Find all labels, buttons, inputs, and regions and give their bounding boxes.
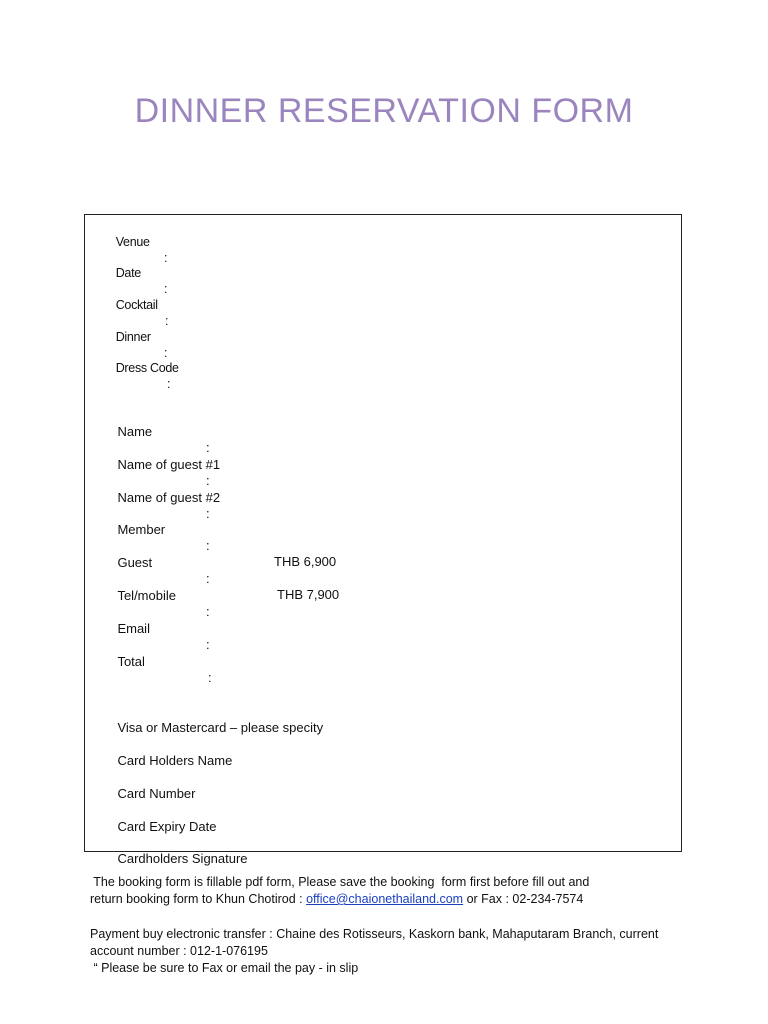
tel-label: Tel/mobile xyxy=(117,588,176,603)
booking-note xyxy=(90,874,690,908)
guest1-label: Name of guest #1 xyxy=(117,457,221,472)
email-colon: : xyxy=(206,637,210,652)
booking-note-prefix: return booking form to Khun Chotirod : xyxy=(90,892,307,906)
page-title: DINNER RESERVATION FORM xyxy=(134,92,634,130)
member-price: THB 6,900 xyxy=(274,554,337,569)
card-number-label: Card Number xyxy=(117,786,196,801)
name-label: Name xyxy=(117,424,153,439)
reservation-form-box xyxy=(84,214,682,866)
date-label: Date xyxy=(115,266,141,280)
fax-text: or Fax : 02-234-7574 xyxy=(463,892,584,906)
booking-note-line2 xyxy=(90,891,690,908)
guest2-colon: : xyxy=(206,506,210,521)
guest1-colon: : xyxy=(206,473,210,488)
dress-code-colon: : xyxy=(167,377,171,391)
dinner-label: Dinner xyxy=(115,330,151,344)
tel-colon: : xyxy=(206,604,210,619)
venue-colon: : xyxy=(164,251,168,265)
guest-price: THB 7,900 xyxy=(277,587,340,602)
card-type-label: Visa or Mastercard – please specity xyxy=(117,720,324,735)
booking-note-line1: The booking form is fillable pdf form, Please save the booking form first before fill out and xyxy=(90,875,590,889)
total-label: Total xyxy=(117,654,145,669)
cocktail-label: Cocktail xyxy=(115,298,158,312)
guest-label: Guest xyxy=(117,555,153,570)
payment-note-line1: Payment buy electronic transfer : Chaine des Rotisseurs, Kaskorn bank, Mahaputaram Branch, current xyxy=(90,927,659,941)
total-row[interactable] xyxy=(103,638,212,702)
cocktail-colon: : xyxy=(165,314,169,328)
member-label: Member xyxy=(117,522,166,537)
card-holder-label: Card Holders Name xyxy=(117,753,233,768)
dress-code-label: Dress Code xyxy=(115,361,179,375)
email-label: Email xyxy=(117,621,150,636)
name-colon: : xyxy=(206,440,210,455)
dress-code-row[interactable] xyxy=(103,344,179,408)
guest-colon: : xyxy=(206,571,210,586)
payment-note-line2: account number : 012-1-076195 xyxy=(90,944,268,958)
venue-label: Venue xyxy=(115,235,150,249)
dinner-colon: : xyxy=(164,346,168,360)
card-expiry-label: Card Expiry Date xyxy=(117,819,217,834)
signature-label: Cardholders Signature xyxy=(117,851,248,866)
guest2-label: Name of guest #2 xyxy=(117,490,221,505)
payment-note-line3: “ Please be sure to Fax or email the pay - in slip xyxy=(90,961,359,975)
member-colon: : xyxy=(206,538,210,553)
payment-note xyxy=(90,926,690,977)
date-colon: : xyxy=(164,282,168,296)
email-link[interactable]: office@chaionethailand.com xyxy=(306,892,464,906)
total-colon: : xyxy=(208,670,212,685)
